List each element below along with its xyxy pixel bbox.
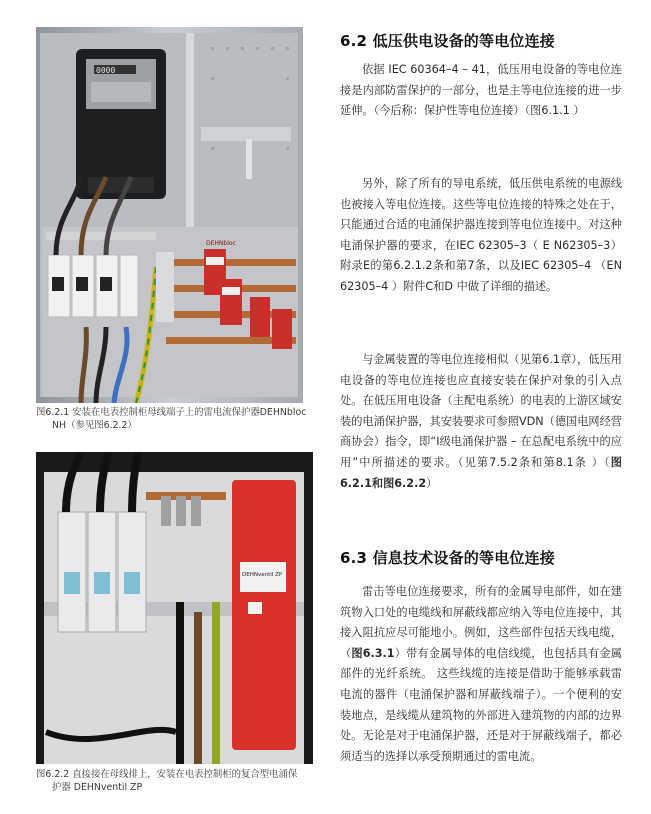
figure-6-2-1-photo [36,27,303,403]
figure-6-2-2-caption [36,768,321,794]
section-6-2-paragraph-2: 另外，除了所有的导电系统，低压供电系统的电源线也被接入等电位连接。这些等电位连接的特殊之处在于，只能通过合适的电涌保护器连接到等电位连接中。对这种电涌保护器的要求，在IEC 62305–3（ E N62305–3）附录E的第6.2.1.2条和第7条，以及IEC 62305–4 （EN 62305–4 ）附件C和D 中做了详细的描述。 [340,177,622,293]
section-6-2-paragraph-1: 依据 IEC 60364–4 – 41，低压用电设备的等电位连接是内部防雷保护的一部分，也是主等电位连接的进一步延伸。（今后称：保护性等电位连接）（图6.1.1 ） [340,63,622,118]
ref-conjunction: 和 [371,476,384,490]
paragraph-text: 与金属装置的等电位连接相似（见第6.1章），低压用电设备的等电位连接也应直接安装在保护对象的引入点处。在低压用电设备（主配电系统）的电表的上游区域安装的电涌保护器，其安装要求可参照VDN（德国电网经营商协会）指令，即“I级电涌保护器 – 在总配电系统中的应用”中所描述的要求。（见第7.5.2条和第8.1条 ）（ [340,353,622,469]
figure-6-2-1-caption [36,406,308,432]
figure-6-2-2-photo [36,452,313,764]
section-6-2-heading: 6.2 低压供电设备的等电位连接 [340,32,555,50]
figure-ref-6-2-1: 图6.2.1 [340,455,622,490]
spd-label: DEHNbloc [206,240,236,247]
meter-cabinet-illustration [36,27,303,403]
section-6-3-heading: 6.3 信息技术设备的等电位连接 [340,549,555,567]
caption-line: NH（参见图6.2.2） [52,420,137,431]
figure-ref-6-2-2: 图6.2.2 [383,476,427,490]
section-6-2-paragraph-3 [340,350,622,494]
composite-spd-illustration [36,452,313,764]
caption-line: 护器 DEHNventil ZP [52,782,143,793]
paragraph-text: 雷击等电位连接要求，所有的金属导电部件，如在建筑物入口处的电缆线和屏蔽线都应纳入等电位连接中，其接入阻抗应尽可能地小。例如，这些部件包括天线电缆，（ [340,585,622,660]
meter-display: 0000 [96,66,116,75]
caption-line: 图6.2.1 安装在电表控制柜母线端子上的雷电流保护器DEHNbloc [36,407,307,418]
caption-line: 图6.2.2 直接接在母线排上，安装在电表控制柜的复合型电涌保 [36,769,298,780]
paragraph-text-end: ） [426,476,438,490]
figure-ref-6-3-1: 图6.3.1 [351,646,395,660]
device-label: DEHNventil ZP [242,572,283,578]
section-6-3-paragraph-1 [340,582,622,767]
paragraph-text-continued: ）带有金属导体的电信线缆，也包括具有金属部件的光纤系统。 这些线缆的连接是借助于能够承载雷电流的器件（电涌保护器和屏蔽线端子）。一个便利的安装地点，是线缆从建筑物的外部进入建筑物的内部的边界处。无论是对于电涌保护器，还是对于屏蔽线端子，都必须适当的选择以承受预期通过的雷电流。 [340,646,622,763]
